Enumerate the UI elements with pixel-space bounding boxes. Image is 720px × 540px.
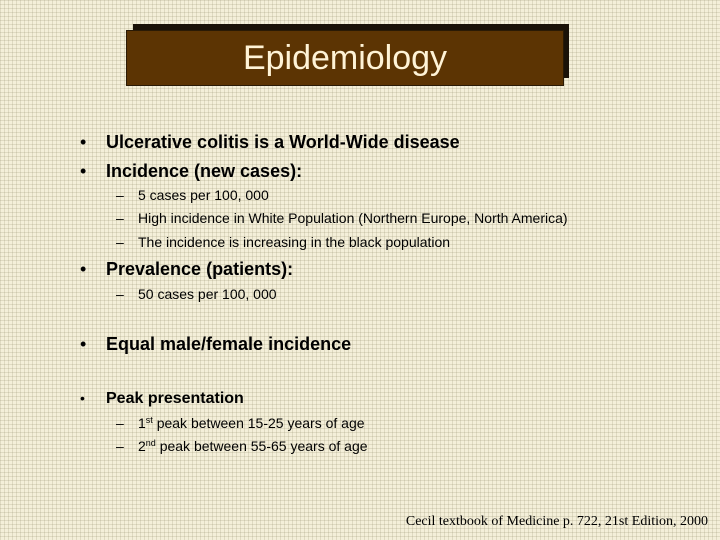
dash-marker: – [116, 210, 124, 226]
dash-marker: – [116, 286, 124, 302]
bullet-text: Peak presentation [106, 390, 244, 407]
sub-item-text: High incidence in White Population (Northern Europe, North America) [138, 210, 568, 226]
bullet-marker: • [80, 390, 85, 406]
dash-marker: – [116, 187, 124, 203]
dash-marker: – [116, 234, 124, 250]
sub-item-prevalence-rate [116, 286, 277, 302]
sub-item-increasing [116, 234, 450, 250]
sub-item-high-incidence [116, 210, 568, 226]
bullet-marker: • [80, 259, 87, 279]
citation: Cecil textbook of Medicine p. 722, 21st Edition, 2000 [405, 514, 708, 529]
ordinal-number: 1 [138, 415, 146, 431]
ordinal-suffix: nd [145, 438, 156, 448]
sub-item-text: peak between 55-65 years of age [155, 438, 368, 454]
bullet-marker: • [80, 161, 87, 181]
sub-item-text: peak between 15-25 years of age [152, 415, 365, 431]
bullet-worldwide [80, 132, 460, 153]
ordinal-suffix: st [145, 415, 153, 425]
sub-item-text: 50 cases per 100, 000 [138, 286, 277, 302]
bullet-incidence [80, 161, 302, 182]
slide-title: Epidemiology [242, 39, 448, 77]
bullet-prevalence [80, 259, 293, 280]
bullet-text: Prevalence (patients): [106, 259, 294, 279]
bullet-marker: • [80, 132, 87, 152]
sub-item-text: The incidence is increasing in the black population [138, 234, 451, 250]
bullet-text: Incidence (new cases): [106, 161, 303, 181]
sub-item-second-peak [116, 438, 368, 454]
dash-marker: – [116, 438, 124, 454]
bullet-text: Equal male/female incidence [106, 334, 352, 354]
sub-item-first-peak [116, 415, 365, 431]
dash-marker: – [116, 415, 124, 431]
sub-item-text: 5 cases per 100, 000 [138, 187, 269, 203]
bullet-marker: • [80, 334, 87, 354]
sub-item-incidence-rate [116, 187, 269, 203]
bullet-equal-incidence [80, 334, 351, 355]
bullet-text: Ulcerative colitis is a World-Wide disease [106, 132, 460, 152]
bullet-peak-presentation [80, 390, 244, 408]
ordinal-number: 2 [138, 438, 146, 454]
title-box [126, 30, 564, 86]
